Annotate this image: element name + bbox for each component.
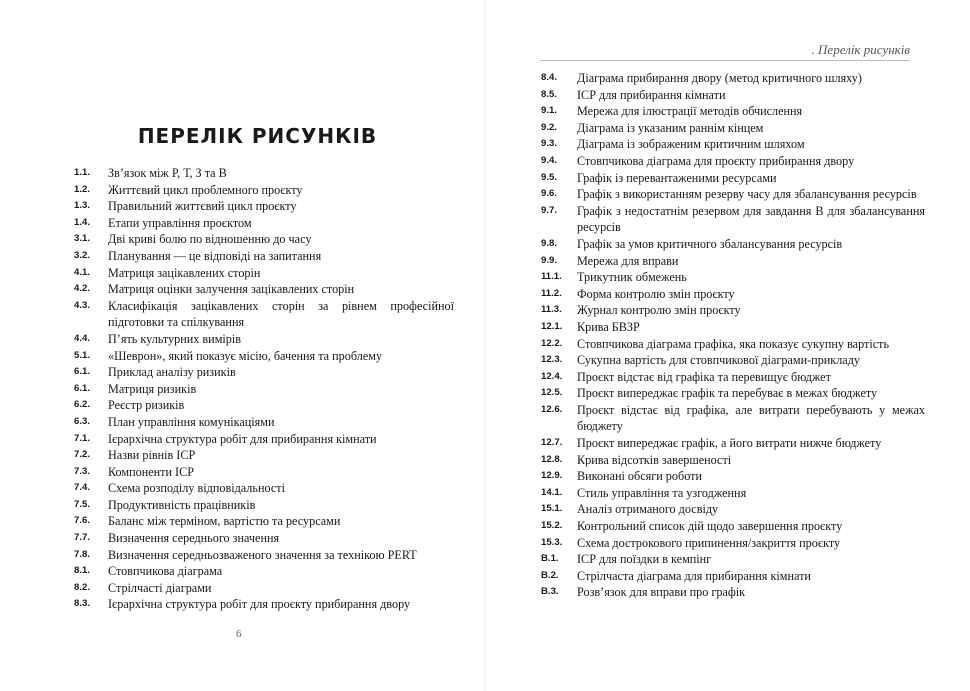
- figure-caption: Баланс між терміном, вартістю та ресурсами: [108, 514, 341, 529]
- figure-entry: [541, 435, 925, 452]
- figure-number: 6.1.: [74, 366, 91, 378]
- figure-entry: [541, 402, 925, 435]
- figure-number: 11.2.: [541, 287, 562, 299]
- figure-number: 6.1.: [74, 382, 91, 394]
- figure-number: 15.3.: [541, 536, 563, 548]
- figure-caption: Сукупна вартість для стовпчикової діаграми-прикладу: [577, 353, 861, 368]
- figure-caption: Виконані обсяги роботи: [577, 469, 702, 484]
- figure-caption: Графік за умов критичного збалансування ресурсів: [577, 236, 843, 251]
- figure-caption: Матриця зацікавлених сторін: [108, 265, 261, 280]
- figure-entry: [541, 203, 925, 236]
- figure-number: В.3.: [541, 586, 559, 598]
- figure-number: 7.4.: [74, 482, 91, 494]
- figure-number: 4.3.: [74, 299, 91, 311]
- figure-entry: [541, 136, 925, 153]
- figure-caption: Стрілчаста діаграма для прибирання кімнати: [577, 568, 811, 583]
- figure-entry: [541, 501, 925, 518]
- figure-entry: [541, 253, 925, 270]
- figure-number: 6.3.: [74, 415, 91, 427]
- right-page: [485, 0, 970, 691]
- figure-caption: Назви рівнів ІСР: [108, 448, 196, 463]
- figure-caption: Матриця оцінки залучення зацікавлених сторін: [108, 282, 355, 297]
- figure-entry: [541, 352, 925, 369]
- figure-entry: [74, 182, 454, 199]
- figure-caption: Діаграма із зображеним критичним шляхом: [577, 137, 805, 152]
- figure-entry: [541, 286, 925, 303]
- figure-caption: План управління комунікаціями: [108, 414, 275, 429]
- figure-caption: Діаграма із указаним раннім кінцем: [577, 120, 764, 135]
- figure-entry: [74, 414, 454, 431]
- figure-number: 12.8.: [541, 453, 563, 465]
- figure-number: 8.2.: [74, 581, 91, 593]
- figure-number: 7.3.: [74, 465, 91, 477]
- figure-entry: [74, 198, 454, 215]
- figure-caption: П’ять культурних вимірів: [108, 331, 242, 346]
- figure-number: 7.2.: [74, 449, 91, 461]
- figure-number: 1.1.: [74, 167, 91, 178]
- figure-entry: [541, 236, 925, 253]
- figure-entry: [74, 563, 454, 580]
- figure-number: 1.3.: [74, 200, 91, 212]
- figure-number: 8.3.: [74, 598, 91, 610]
- figure-entry: [74, 464, 454, 481]
- figure-number: 9.8.: [541, 237, 558, 249]
- figure-entry: [74, 431, 454, 448]
- page-title: ПЕРЕЛІК РИСУНКІВ: [137, 124, 378, 148]
- figure-number: 12.3.: [541, 354, 563, 366]
- figure-caption: Стовпчикова діаграма: [108, 564, 223, 579]
- figure-entry: [541, 485, 925, 502]
- figure-caption: ІСР для прибирання кімнати: [577, 87, 726, 102]
- figure-entry: [74, 596, 454, 613]
- figure-number: 7.6.: [74, 515, 91, 527]
- figure-entry: [541, 186, 925, 203]
- figure-number: 12.9.: [541, 470, 563, 482]
- figure-caption: Визначення середньозваженого значення за технікою PERT: [108, 547, 417, 562]
- figure-number: 9.1.: [541, 105, 558, 117]
- figure-entry: [74, 364, 454, 381]
- figure-caption: Стовпчикова діаграма графіка, яка показує сукупну вартість: [577, 336, 890, 351]
- figure-entry: [74, 513, 454, 530]
- figure-caption: Продуктивність працівників: [108, 497, 256, 512]
- figure-caption: Розв’язок для вправи про графік: [577, 585, 746, 600]
- figure-caption: Планування — це відповіді на запитання: [108, 248, 322, 263]
- figure-number: 8.1.: [74, 565, 91, 577]
- figure-number: 8.5.: [541, 88, 558, 100]
- figure-entry: [74, 381, 454, 398]
- figure-entry: [541, 302, 925, 319]
- figure-caption: Визначення середнього значення: [108, 531, 280, 546]
- figure-entry: [541, 584, 925, 601]
- figure-entry: [74, 248, 454, 265]
- figure-number: 7.7.: [74, 532, 91, 544]
- figure-entry: [541, 336, 925, 353]
- figure-caption: ІСР для поїздки в кемпінг: [577, 552, 712, 567]
- figure-entry: [541, 468, 925, 485]
- figure-number: 9.6.: [541, 188, 558, 200]
- figure-caption: Трикутник обмежень: [577, 270, 687, 285]
- figure-entry: [541, 369, 925, 386]
- running-header: . Перелік рисунків: [811, 42, 910, 57]
- figure-caption: Матриця ризиків: [108, 381, 197, 396]
- figure-number: В.1.: [541, 553, 559, 565]
- figure-entry: [541, 385, 925, 402]
- header-rule: [540, 60, 910, 61]
- figure-number: 9.5.: [541, 171, 558, 183]
- figure-entry: [74, 298, 454, 331]
- figure-number: 9.7.: [541, 204, 558, 216]
- figure-entry: [74, 231, 454, 248]
- figure-caption: Графік з недостатнім резервом для завдання В для збалансування ресурсів: [577, 203, 925, 235]
- figure-entry: [541, 70, 925, 87]
- figure-caption: Компоненти ІСР: [108, 464, 195, 479]
- figure-number: 5.1.: [74, 349, 91, 361]
- figure-entry: [541, 568, 925, 585]
- figure-entry: [74, 497, 454, 514]
- figure-entry: [541, 535, 925, 552]
- figure-number: 12.2.: [541, 337, 563, 349]
- figure-number: 9.4.: [541, 154, 558, 166]
- page-number: 6: [236, 628, 242, 640]
- figure-entry: [74, 215, 454, 232]
- figure-number: 6.2.: [74, 399, 91, 411]
- figure-entry: [541, 153, 925, 170]
- figure-entry: [74, 265, 454, 282]
- figure-number: 4.2.: [74, 283, 91, 295]
- figure-number: 9.2.: [541, 121, 558, 133]
- figure-number: 9.3.: [541, 138, 558, 150]
- figure-entry: [541, 452, 925, 469]
- figure-entry: [74, 348, 454, 365]
- figure-number: 15.2.: [541, 520, 563, 532]
- figure-entry: [74, 580, 454, 597]
- figure-number: 7.8.: [74, 548, 91, 560]
- figure-caption: Графік із перевантаженими ресурсами: [577, 170, 777, 185]
- figure-number: 14.1.: [541, 486, 563, 498]
- figure-number: 3.1.: [74, 233, 91, 245]
- figure-caption: Ієрархічна структура робіт для проєкту прибирання двору: [108, 597, 411, 612]
- figure-number: 7.5.: [74, 498, 91, 510]
- figure-entry: [541, 103, 925, 120]
- figure-number: 4.4.: [74, 332, 91, 344]
- figure-caption: Крива відсотків завершеності: [577, 452, 732, 467]
- figure-caption: Приклад аналізу ризиків: [108, 365, 236, 380]
- figure-caption: Проєкт випереджає графік та перебуває в межах бюджету: [577, 386, 878, 401]
- figure-caption: Життєвий цикл проблемного проєкту: [108, 182, 303, 197]
- figure-caption: Класифікація зацікавлених сторін за рівнем професійної підготовки та спілкування: [108, 298, 454, 330]
- figure-caption: Графік з використанням резерву часу для збалансування ресурсів: [577, 187, 917, 202]
- figure-caption: Контрольний список дій щодо завершення проєкту: [577, 519, 843, 534]
- figure-caption: Крива БВЗР: [577, 319, 640, 334]
- figure-number: 12.4.: [541, 370, 563, 382]
- figure-caption: Журнал контролю змін проєкту: [577, 303, 741, 318]
- figure-caption: «Шеврон», який показує місію, бачення та проблему: [108, 348, 383, 363]
- figure-caption: Стовпчикова діаграма для проєкту прибирання двору: [577, 153, 855, 168]
- figure-number: 1.4.: [74, 216, 91, 228]
- figure-list-right: [541, 70, 925, 601]
- figure-number: 12.6.: [541, 403, 563, 415]
- figure-caption: Мережа для вправи: [577, 253, 679, 268]
- figure-caption: Форма контролю змін проєкту: [577, 286, 735, 301]
- figure-entry: [541, 87, 925, 104]
- figure-entry: [541, 120, 925, 137]
- figure-number: В.2.: [541, 569, 559, 581]
- figure-number: 15.1.: [541, 503, 563, 515]
- figure-number: 11.3.: [541, 304, 562, 316]
- figure-caption: Діаграма прибирання двору (метод критичного шляху): [577, 71, 862, 85]
- figure-entry: [541, 518, 925, 535]
- figure-number: 8.4.: [541, 72, 558, 83]
- figure-caption: Етапи управління проєктом: [108, 215, 252, 230]
- figure-number: 3.2.: [74, 249, 91, 261]
- figure-entry: [74, 331, 454, 348]
- figure-list-left: [74, 165, 454, 613]
- figure-caption: Схема дострокового припинення/закриття проєкту: [577, 535, 841, 550]
- figure-number: 12.7.: [541, 437, 563, 449]
- figure-number: 12.5.: [541, 387, 563, 399]
- figure-entry: [74, 165, 454, 182]
- figure-number: 11.1.: [541, 271, 562, 283]
- figure-entry: [74, 480, 454, 497]
- figure-entry: [74, 397, 454, 414]
- figure-caption: Зв’язок між Р, Т, З та В: [108, 166, 227, 180]
- figure-number: 4.1.: [74, 266, 91, 278]
- figure-entry: [541, 170, 925, 187]
- figure-caption: Аналіз отриманого досвіду: [577, 502, 719, 517]
- figure-entry: [541, 551, 925, 568]
- figure-number: 12.1.: [541, 320, 563, 332]
- figure-caption: Стрілчасті діаграми: [108, 580, 212, 595]
- figure-caption: Мережа для ілюстрації методів обчислення: [577, 104, 803, 119]
- figure-caption: Дві криві болю по відношенню до часу: [108, 232, 312, 247]
- figure-entry: [74, 530, 454, 547]
- figure-entry: [541, 319, 925, 336]
- figure-number: 1.2.: [74, 183, 91, 195]
- figure-caption: Стиль управління та узгодження: [577, 485, 747, 500]
- figure-entry: [74, 281, 454, 298]
- figure-entry: [74, 547, 454, 564]
- figure-caption: Проєкт випереджає графік, а його витрати нижче бюджету: [577, 436, 882, 451]
- figure-entry: [541, 269, 925, 286]
- figure-caption: Проєкт відстає від графіка, але витрати перебувають у межах бюджету: [577, 402, 925, 434]
- figure-caption: Ієрархічна структура робіт для прибирання кімнати: [108, 431, 377, 446]
- figure-caption: Проєкт відстає від графіка та перевищує бюджет: [577, 369, 831, 384]
- figure-caption: Схема розподілу відповідальності: [108, 481, 285, 496]
- figure-caption: Правильний життєвий цикл проєкту: [108, 199, 297, 214]
- figure-number: 7.1.: [74, 432, 91, 444]
- figure-caption: Реєстр ризиків: [108, 398, 185, 413]
- figure-number: 9.9.: [541, 254, 558, 266]
- figure-entry: [74, 447, 454, 464]
